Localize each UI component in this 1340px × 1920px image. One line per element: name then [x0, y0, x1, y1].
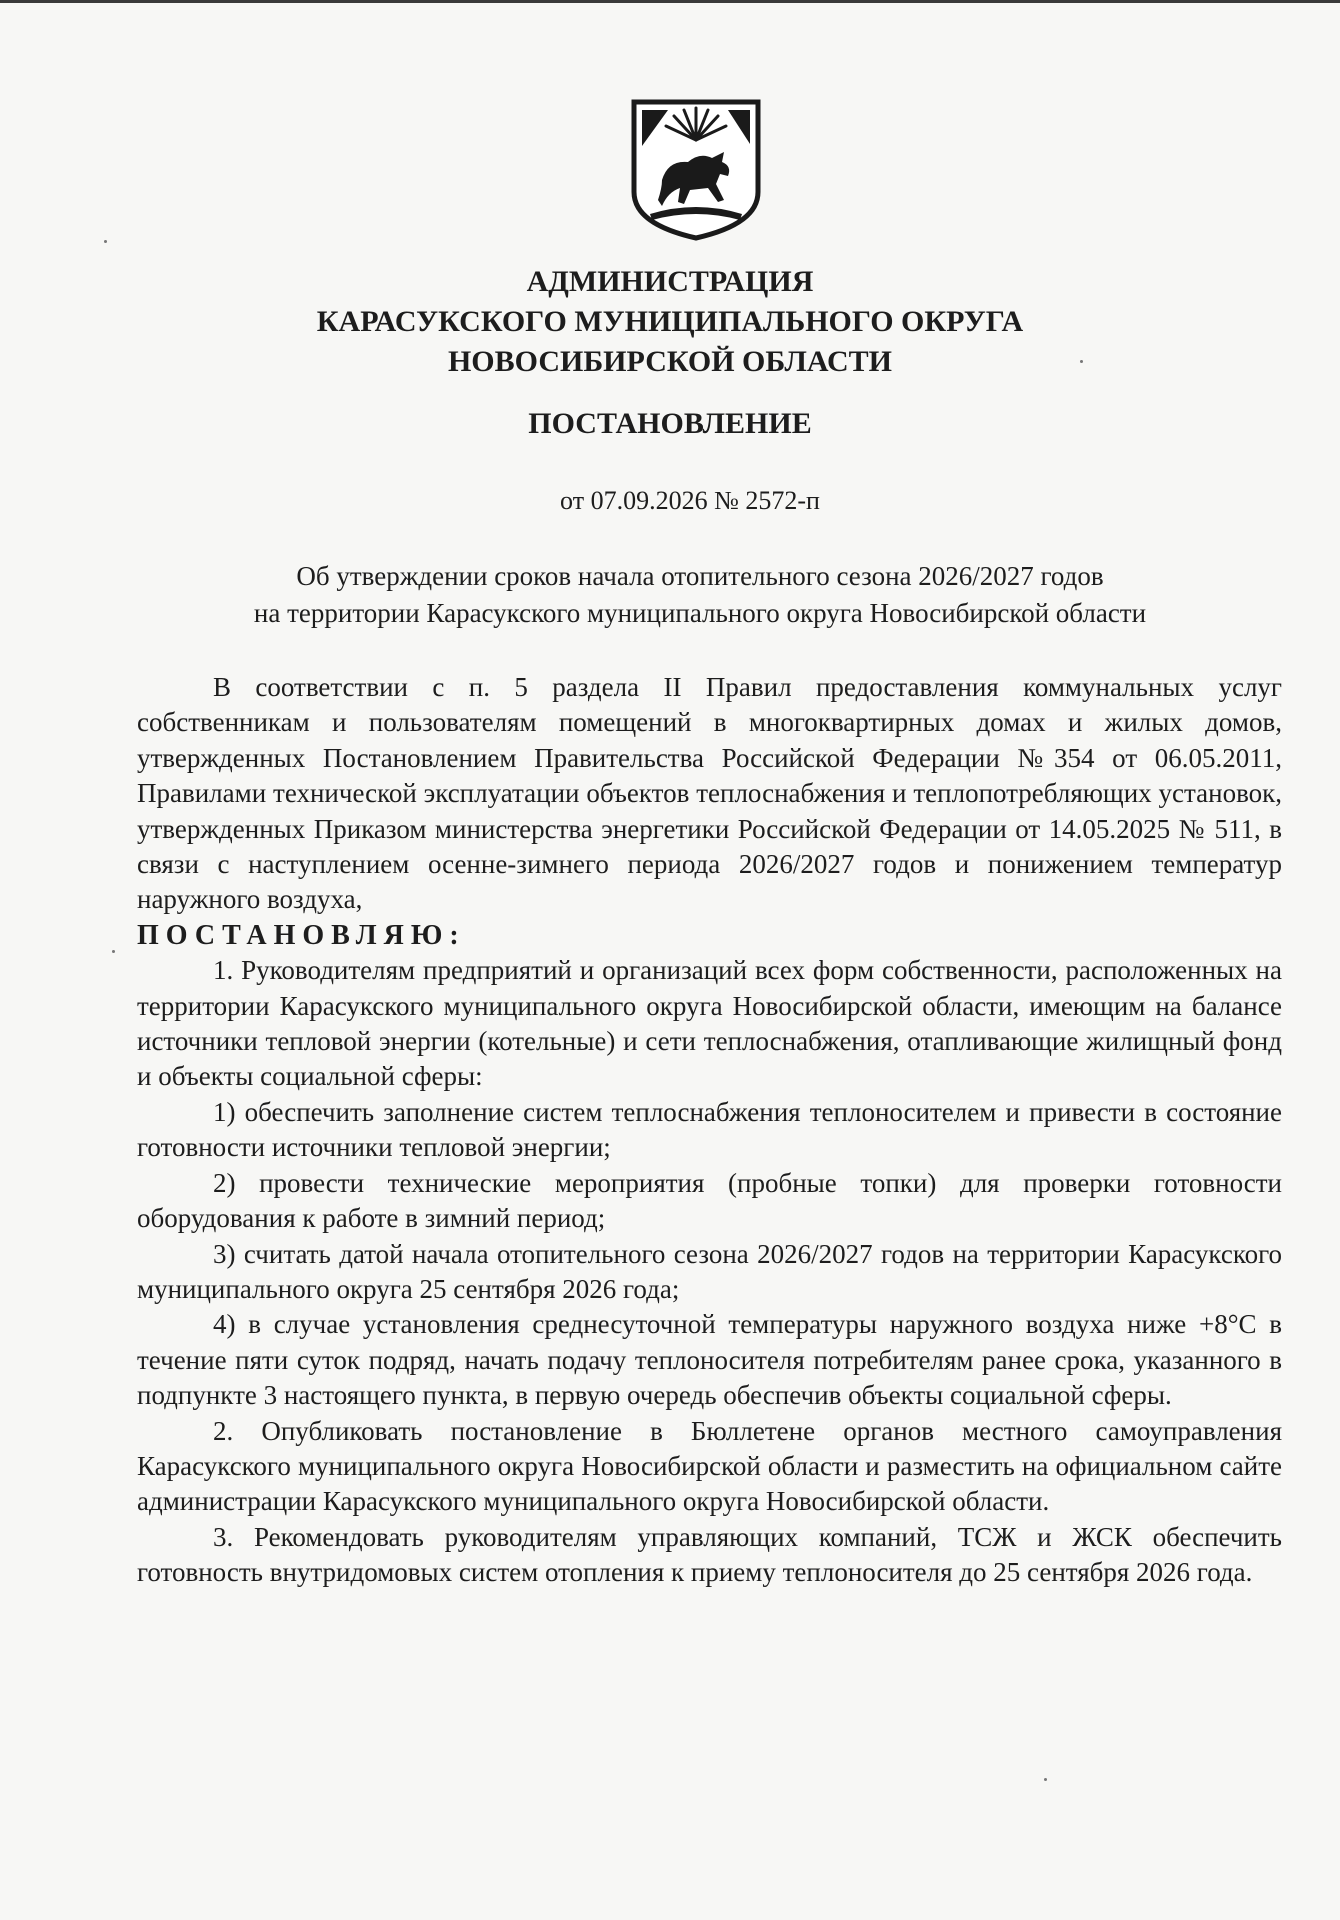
issuer-line-1: АДМИНИСТРАЦИЯ [526, 265, 814, 298]
document-body [137, 670, 1282, 1591]
subitem-1-2: 2) провести технические мероприятия (пробные топки) для проверки готовности оборудования к работе в зимний период; [137, 1167, 1282, 1234]
document-subject [160, 558, 1240, 632]
item-3: 3. Рекомендовать руководителям управляющих компаний, ТСЖ и ЖСК обеспечить готовность внутридомовых систем отопления к приему теплоносителя до 25 сентября 2026 года. [137, 1521, 1282, 1588]
scan-speck [112, 950, 115, 953]
subject-line-1: Об утверждении сроков начала отопительного сезона 2026/2027 годов [296, 561, 1104, 591]
scan-speck [1080, 360, 1083, 363]
subject-line-2: на территории Карасукского муниципального округа Новосибирской области [253, 598, 1147, 628]
item-2: 2. Опубликовать постановление в Бюллетене органов местного самоуправления Карасукского муниципального округа Новосибирской области и разместить на официальном сайте администрации Карасукского муниципального округа Новосибирской области. [137, 1415, 1282, 1517]
item-1: 1. Руководителям предприятий и организаций всех форм собственности, расположенных на территории Карасукского муниципального округа Новосибирской области, имеющим на балансе источники тепловой энергии (котельные) и сети теплоснабжения, отапливающие жилищный фонд и объекты социальной сферы: [137, 955, 1282, 1092]
subitem-1-1: 1) обеспечить заполнение систем теплоснабжения теплоносителем и привести в состояние готовности источники тепловой энергии; [137, 1096, 1282, 1163]
preamble-paragraph: В соответствии с п. 5 раздела II Правил предоставления коммунальных услуг собственникам и пользователям помещений в многоквартирных домах и жилых домов, утвержденных Постановлением Правительства Российской Федерации №354 от 06.05.2011, Правилами технической эксплуатации объектов теплоснабжения и теплопотребляющих установок, утвержденных Приказом министерства энергетики Российской Федерации от 14.05.2025 № 511, в связи с наступлением осенне-зимнего периода 2026/2027 годов и понижением температур наружного воздуха, [137, 672, 1282, 915]
coat-of-arms-icon [628, 96, 764, 242]
decree-heading: ПОСТАНОВЛЯЮ: [137, 919, 466, 951]
scan-speck [1044, 1778, 1047, 1781]
issuer-line-3: НОВОСИБИРСКОЙ ОБЛАСТИ [447, 345, 893, 378]
issuer-block [0, 262, 1340, 382]
document-type: ПОСТАНОВЛЕНИЕ [528, 407, 812, 440]
scan-speck [104, 240, 107, 243]
subitem-1-3: 3) считать датой начала отопительного сезона 2026/2027 годов на территории Карасукского муниципального округа 25 сентября 2026 года; [137, 1238, 1282, 1304]
date-and-number: от 07.09.2026 № 2572-п [560, 486, 820, 515]
issuer-line-2: КАРАСУКСКОГО МУНИЦИПАЛЬНОГО ОКРУГА [316, 305, 1024, 338]
subitem-1-4: 4) в случае установления среднесуточной температуры наружного воздуха ниже +8°С в течение пяти суток подряд, начать подачу теплоносителя потребителям ранее срока, указанного в подпункте 3 настоящего пункта, в первую очередь обеспечив объекты социальной сферы. [137, 1309, 1282, 1411]
